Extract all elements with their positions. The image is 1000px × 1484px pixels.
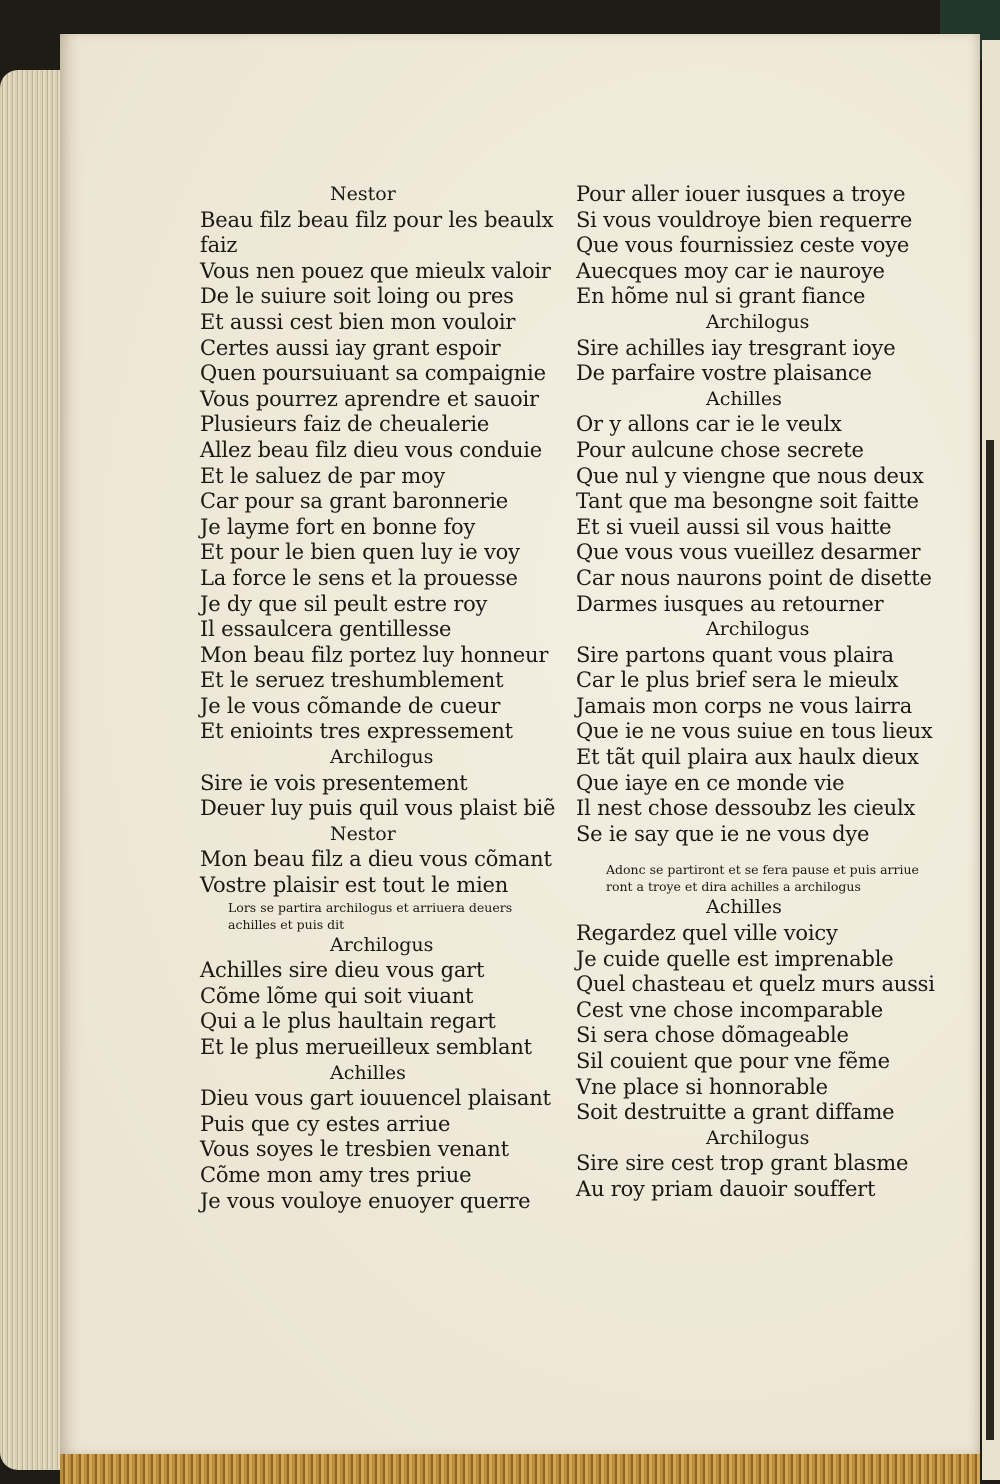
speaker-name: Archilogus xyxy=(330,933,434,956)
verse-line: Et tãt quil plaira aux haulx dieux xyxy=(576,745,919,770)
speaker-name: Archilogus xyxy=(706,310,810,333)
verse-line: En hõme nul si grant fiance xyxy=(576,284,866,309)
verse-line: Je le vous cõmande de cueur xyxy=(200,693,501,718)
verse-line: Quen poursuiuant sa compaignie xyxy=(200,361,546,386)
verse-line: Beau filz beau filz pour les beaulx xyxy=(200,207,554,232)
verse-line: Il essaulcera gentillesse xyxy=(200,617,452,642)
verse-line: Sire achilles iay tresgrant ioye xyxy=(576,335,896,360)
verse-line: Cõme mon amy tres priue xyxy=(200,1162,472,1187)
verse-line: Qui a le plus haultain regart xyxy=(200,1009,496,1034)
verse-line: Vostre plaisir est tout le mien xyxy=(200,873,509,898)
verse-line: Or y allons car ie le veulx xyxy=(576,412,842,437)
verse-line: Je vous vouloye enuoyer querre xyxy=(200,1188,531,1213)
verse-line: Se ie say que ie ne vous dye xyxy=(576,821,870,846)
verse-line: Cõme lõme qui soit viuant xyxy=(200,983,474,1008)
verse-line: Si sera chose dõmageable xyxy=(576,1023,849,1048)
verse-line: Tant que ma besongne soit faitte xyxy=(576,489,919,514)
verse-line: La force le sens et la prouesse xyxy=(200,565,518,590)
verse-line: Jamais mon corps ne vous lairra xyxy=(576,693,913,718)
stage-direction: Adonc se partiront et se fera pause et puis arriue xyxy=(606,862,919,878)
verse-line: Et aussi cest bien mon vouloir xyxy=(200,309,516,334)
verse-line: Vous nen pouez que mieulx valoir xyxy=(200,258,551,283)
verse-line: Que nul y viengne que nous deux xyxy=(576,463,924,488)
book-page-edges xyxy=(0,70,62,1470)
verse-line: faiz xyxy=(200,233,238,258)
verse-line: Allez beau filz dieu vous conduie xyxy=(200,437,543,462)
verse-line: Que iaye en ce monde vie xyxy=(576,770,845,795)
verse-line: Et le seruez treshumblement xyxy=(200,668,504,693)
speaker-name: Nestor xyxy=(330,822,396,845)
speaker-name: Achilles xyxy=(706,896,782,919)
verse-line: Et enioints tres expressement xyxy=(200,719,513,744)
verse-line: Que vous fournissiez ceste voye xyxy=(576,233,910,258)
verse-line: Vne place si honnorable xyxy=(576,1074,828,1099)
verse-line: Et si vueil aussi sil vous haitte xyxy=(576,514,892,539)
verse-line: Car nous naurons point de disette xyxy=(576,565,932,590)
verse-line: Sire ie vois presentement xyxy=(200,770,468,795)
verse-line: Et pour le bien quen luy ie voy xyxy=(200,540,520,565)
speaker-name: Archilogus xyxy=(706,1126,810,1149)
verse-line: Car le plus brief sera le mieulx xyxy=(576,668,899,693)
verse-line: Je cuide quelle est imprenable xyxy=(576,946,894,971)
stage-direction: ront a troye et dira achilles a archilogus xyxy=(606,879,861,895)
verse-line: Quel chasteau et quelz murs aussi xyxy=(576,972,935,997)
verse-line: Que vous vous vueillez desarmer xyxy=(576,540,921,565)
verse-line: Dieu vous gart iouuencel plaisant xyxy=(200,1086,551,1111)
verse-line: Je dy que sil peult estre roy xyxy=(200,591,488,616)
verse-line: Sire partons quant vous plaira xyxy=(576,642,894,667)
speaker-name: Nestor xyxy=(330,183,396,205)
verse-line: Soit destruitte a grant diffame xyxy=(576,1100,895,1125)
verse-line: Que ie ne vous suiue en tous lieux xyxy=(576,719,933,744)
speaker-name: Archilogus xyxy=(330,746,434,769)
verse-line: Darmes iusques au retourner xyxy=(576,591,884,616)
verse-line: Cest vne chose incomparable xyxy=(576,997,883,1022)
verse-line: Sire sire cest trop grant blasme xyxy=(576,1151,909,1176)
left-text-column xyxy=(200,182,560,1214)
verse-line: Je layme fort en bonne foy xyxy=(200,514,476,539)
verse-line: Sil couient que pour vne fẽme xyxy=(576,1049,890,1073)
speaker-name: Achilles xyxy=(706,387,782,410)
verse-line: Achilles sire dieu vous gart xyxy=(200,958,485,983)
spacer xyxy=(576,847,936,861)
speaker-name: Archilogus xyxy=(706,618,810,641)
gilt-edge xyxy=(60,1454,980,1484)
verse-line: Auecques moy car ie nauroye xyxy=(576,258,885,283)
verse-line: Deuer luy puis quil vous plaist biẽ xyxy=(200,796,556,821)
verse-line: Vous soyes le tresbien venant xyxy=(200,1137,509,1162)
verse-line: Pour aller iouer iusques a troye xyxy=(576,182,906,206)
stage-direction: achilles et puis dit xyxy=(228,916,345,932)
verse-line: Pour aulcune chose secrete xyxy=(576,437,864,462)
verse-line: Mon beau filz portez luy honneur xyxy=(200,642,549,667)
verse-line: Car pour sa grant baronnerie xyxy=(200,489,508,514)
verse-line: Vous pourrez aprendre et sauoir xyxy=(200,386,539,411)
verse-line: Au roy priam dauoir souffert xyxy=(576,1176,876,1201)
verse-line: Plusieurs faiz de cheualerie xyxy=(200,412,490,437)
verse-line: Certes aussi iay grant espoir xyxy=(200,335,501,360)
verse-line: De parfaire vostre plaisance xyxy=(576,361,872,386)
verse-line: Si vous vouldroye bien requerre xyxy=(576,207,913,232)
verse-line: De le suiure soit loing ou pres xyxy=(200,284,514,309)
speaker-name: Achilles xyxy=(330,1061,406,1084)
verse-line: Et le saluez de par moy xyxy=(200,463,446,488)
facing-page xyxy=(982,40,1000,1480)
verse-line: Puis que cy estes arriue xyxy=(200,1111,451,1136)
verse-line: Il nest chose dessoubz les cieulx xyxy=(576,796,916,821)
stage-direction: Lors se partira archilogus et arriuera deuers xyxy=(228,899,513,915)
right-text-column xyxy=(576,182,936,1203)
verse-line: Regardez quel ville voicy xyxy=(576,921,838,946)
verse-line: Et le plus merueilleux semblant xyxy=(200,1035,532,1059)
verse-line: Mon beau filz a dieu vous cõmant xyxy=(200,847,552,872)
